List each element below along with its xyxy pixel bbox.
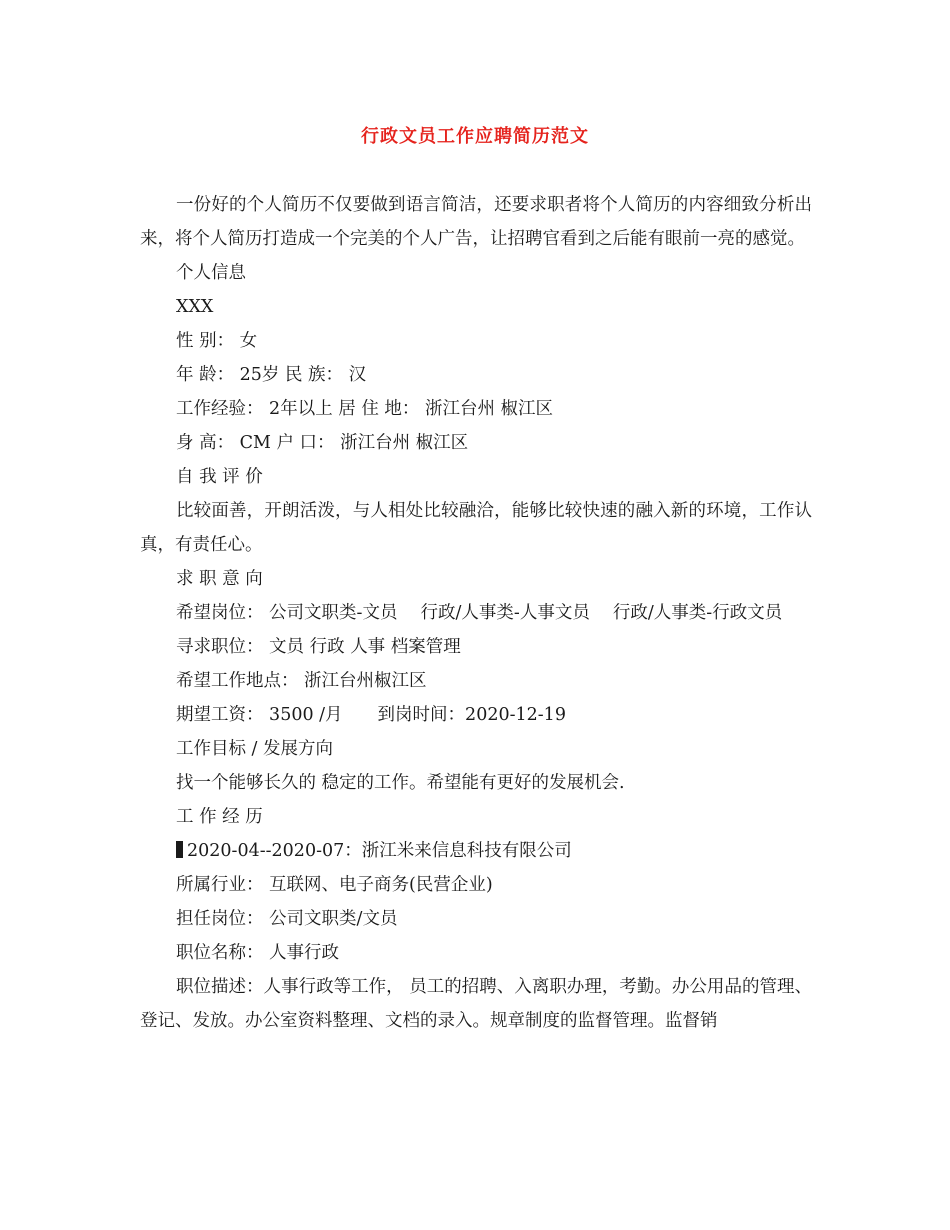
bullet-bar-icon [176,841,183,858]
intent-salary-date: 期望工资： 3500 /月 到岗时间：2020-12-19 [176,705,566,725]
document-title: 行政文员工作应聘简历范文 [361,126,589,147]
intent-goal: 找一个能够长久的 稳定的工作。希望能有更好的发展机会. [176,773,625,793]
personal-name: XXX [176,297,214,317]
personal-height-hukou: 身 高： CM 户 口： 浙江台州 椒江区 [176,433,469,453]
intent-seeking: 寻求职位： 文员 行政 人事 档案管理 [176,637,461,657]
section-heading-self-eval: 自 我 评 价 [176,467,263,487]
work-entry [140,834,812,868]
self-eval-text: 比较面善，开朗活泼，与人相处比较融洽，能够比较快速的融入新的环境，工作认真，有责任心。 [140,501,812,555]
work-post: 担任岗位： 公司文职类/文员 [176,909,398,929]
work-position: 职位名称： 人事行政 [176,943,340,963]
work-industry: 所属行业： 互联网、电子商务(民营企业) [176,875,493,895]
personal-age-ethnicity: 年 龄： 25岁 民 族： 汉 [176,365,367,385]
personal-experience-residence: 工作经验： 2年以上 居 住 地： 浙江台州 椒江区 [176,399,554,419]
personal-gender: 性 别： 女 [176,331,258,351]
intent-goal-heading: 工作目标 / 发展方向 [176,739,334,759]
intro-paragraph: 一份好的个人简历不仅要做到语言简洁，还要求职者将个人简历的内容细致分析出来，将个人简历打造成一个完美的个人广告，让招聘官看到之后能有眼前一亮的感觉。 [140,195,812,249]
document-body [140,188,812,1038]
intent-desired-post: 希望岗位： 公司文职类-文员 行政/人事类-人事文员 行政/人事类-行政文员 [176,603,783,623]
work-entry-text: 2020-04--2020-07：浙江米来信息科技有限公司 [187,841,572,861]
section-heading-work: 工 作 经 历 [176,807,263,827]
intent-location: 希望工作地点： 浙江台州椒江区 [176,671,427,691]
section-heading-personal: 个人信息 [176,263,246,283]
section-heading-intent: 求 职 意 向 [176,569,263,589]
work-description: 职位描述：人事行政等工作， 员工的招聘、入离职办理，考勤。办公用品的管理、登记、发放。办公室资料整理、文档的录入。规章制度的监督管理。监督销 [140,977,812,1031]
